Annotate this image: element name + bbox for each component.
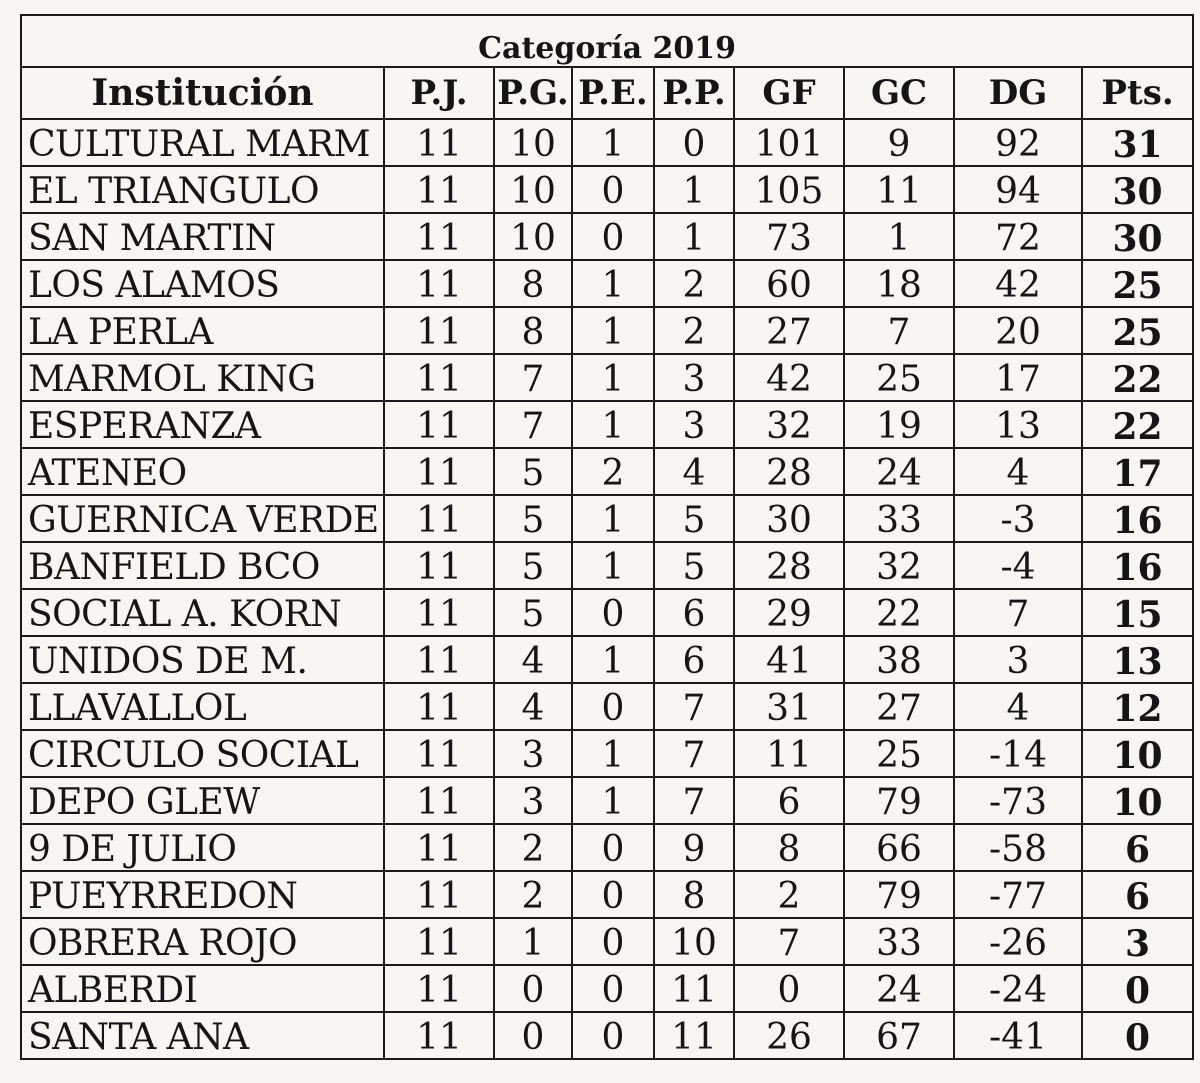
header-pg: P.G. [494,67,572,119]
table-row [21,166,1193,213]
goals-for-cell: 32 [734,401,844,448]
played-cell: 11 [384,777,494,824]
points-cell: 3 [1082,918,1193,965]
goal-difference-cell: 94 [954,166,1082,213]
table-row [21,965,1193,1012]
table-row [21,401,1193,448]
points-cell: 10 [1082,730,1193,777]
goals-for-cell: 8 [734,824,844,871]
team-name: ESPERANZA [21,401,384,448]
table-row [21,119,1193,166]
played-cell: 11 [384,918,494,965]
goals-for-cell: 26 [734,1012,844,1059]
goal-difference-cell: 13 [954,401,1082,448]
goal-difference-cell: 17 [954,354,1082,401]
drawn-cell: 1 [572,307,654,354]
table-body [21,119,1193,1059]
team-name: CIRCULO SOCIAL [21,730,384,777]
points-cell: 13 [1082,636,1193,683]
header-gf: GF [734,67,844,119]
team-name: PUEYRREDON [21,871,384,918]
goals-against-cell: 7 [844,307,954,354]
points-cell: 15 [1082,589,1193,636]
goals-for-cell: 73 [734,213,844,260]
points-cell: 6 [1082,824,1193,871]
won-cell: 5 [494,495,572,542]
header-row [21,67,1193,119]
drawn-cell: 0 [572,683,654,730]
table-row [21,448,1193,495]
goals-for-cell: 7 [734,918,844,965]
lost-cell: 2 [654,307,734,354]
goals-for-cell: 105 [734,166,844,213]
points-cell: 25 [1082,307,1193,354]
goal-difference-cell: -24 [954,965,1082,1012]
goals-against-cell: 32 [844,542,954,589]
won-cell: 5 [494,448,572,495]
lost-cell: 8 [654,871,734,918]
lost-cell: 1 [654,166,734,213]
goals-for-cell: 60 [734,260,844,307]
goals-against-cell: 27 [844,683,954,730]
title-row [21,15,1193,67]
team-name: CULTURAL MARM [21,119,384,166]
goals-for-cell: 41 [734,636,844,683]
won-cell: 4 [494,636,572,683]
goals-against-cell: 11 [844,166,954,213]
table-row [21,542,1193,589]
won-cell: 7 [494,401,572,448]
goals-against-cell: 9 [844,119,954,166]
won-cell: 5 [494,542,572,589]
drawn-cell: 1 [572,401,654,448]
header-pj: P.J. [384,67,494,119]
goals-against-cell: 22 [844,589,954,636]
points-cell: 30 [1082,166,1193,213]
goals-for-cell: 29 [734,589,844,636]
table-row [21,1012,1193,1059]
goal-difference-cell: -41 [954,1012,1082,1059]
lost-cell: 2 [654,260,734,307]
points-cell: 10 [1082,777,1193,824]
header-pts: Pts. [1082,67,1193,119]
goals-against-cell: 79 [844,777,954,824]
goals-for-cell: 28 [734,448,844,495]
played-cell: 11 [384,119,494,166]
table-row [21,589,1193,636]
goal-difference-cell: -4 [954,542,1082,589]
drawn-cell: 1 [572,636,654,683]
points-cell: 0 [1082,965,1193,1012]
lost-cell: 0 [654,119,734,166]
drawn-cell: 0 [572,166,654,213]
drawn-cell: 0 [572,918,654,965]
goals-for-cell: 0 [734,965,844,1012]
team-name: UNIDOS DE M. [21,636,384,683]
header-gc: GC [844,67,954,119]
goals-for-cell: 6 [734,777,844,824]
goal-difference-cell: -26 [954,918,1082,965]
points-cell: 22 [1082,354,1193,401]
drawn-cell: 2 [572,448,654,495]
goals-against-cell: 18 [844,260,954,307]
team-name: LLAVALLOL [21,683,384,730]
lost-cell: 11 [654,965,734,1012]
won-cell: 2 [494,824,572,871]
lost-cell: 9 [654,824,734,871]
team-name: SAN MARTIN [21,213,384,260]
goal-difference-cell: -14 [954,730,1082,777]
goal-difference-cell: -73 [954,777,1082,824]
team-name: DEPO GLEW [21,777,384,824]
team-name: EL TRIANGULO [21,166,384,213]
played-cell: 11 [384,354,494,401]
points-cell: 22 [1082,401,1193,448]
lost-cell: 6 [654,636,734,683]
played-cell: 11 [384,260,494,307]
goal-difference-cell: -3 [954,495,1082,542]
lost-cell: 3 [654,354,734,401]
goals-against-cell: 38 [844,636,954,683]
played-cell: 11 [384,683,494,730]
drawn-cell: 0 [572,1012,654,1059]
won-cell: 8 [494,260,572,307]
drawn-cell: 1 [572,777,654,824]
goals-against-cell: 25 [844,730,954,777]
goals-against-cell: 66 [844,824,954,871]
points-cell: 12 [1082,683,1193,730]
lost-cell: 7 [654,777,734,824]
table-row [21,636,1193,683]
played-cell: 11 [384,1012,494,1059]
team-name: ALBERDI [21,965,384,1012]
team-name: SANTA ANA [21,1012,384,1059]
points-cell: 30 [1082,213,1193,260]
drawn-cell: 0 [572,213,654,260]
points-cell: 16 [1082,542,1193,589]
drawn-cell: 1 [572,730,654,777]
goal-difference-cell: 92 [954,119,1082,166]
team-name: LOS ALAMOS [21,260,384,307]
team-name: ATENEO [21,448,384,495]
won-cell: 10 [494,119,572,166]
table-row [21,213,1193,260]
played-cell: 11 [384,213,494,260]
table-row [21,354,1193,401]
lost-cell: 6 [654,589,734,636]
played-cell: 11 [384,495,494,542]
won-cell: 3 [494,777,572,824]
team-name: LA PERLA [21,307,384,354]
goal-difference-cell: 7 [954,589,1082,636]
goals-for-cell: 42 [734,354,844,401]
page-bottom-edge [0,1076,1200,1083]
goals-against-cell: 33 [844,495,954,542]
played-cell: 11 [384,965,494,1012]
goals-for-cell: 28 [734,542,844,589]
goal-difference-cell: 3 [954,636,1082,683]
goals-against-cell: 24 [844,448,954,495]
team-name: GUERNICA VERDE [21,495,384,542]
goals-for-cell: 101 [734,119,844,166]
lost-cell: 5 [654,495,734,542]
points-cell: 17 [1082,448,1193,495]
drawn-cell: 0 [572,871,654,918]
goal-difference-cell: 72 [954,213,1082,260]
goals-for-cell: 11 [734,730,844,777]
goals-against-cell: 19 [844,401,954,448]
table-row [21,918,1193,965]
goal-difference-cell: 42 [954,260,1082,307]
table-row [21,307,1193,354]
table-row [21,683,1193,730]
drawn-cell: 1 [572,495,654,542]
won-cell: 1 [494,918,572,965]
lost-cell: 10 [654,918,734,965]
team-name: SOCIAL A. KORN [21,589,384,636]
won-cell: 0 [494,1012,572,1059]
won-cell: 2 [494,871,572,918]
header-dg: DG [954,67,1082,119]
drawn-cell: 1 [572,354,654,401]
table-row [21,871,1193,918]
drawn-cell: 1 [572,119,654,166]
table-row [21,824,1193,871]
played-cell: 11 [384,307,494,354]
drawn-cell: 1 [572,260,654,307]
played-cell: 11 [384,542,494,589]
lost-cell: 4 [654,448,734,495]
header-institution: Institución [21,67,384,119]
drawn-cell: 1 [572,542,654,589]
goal-difference-cell: 4 [954,448,1082,495]
goals-against-cell: 1 [844,213,954,260]
table-row [21,495,1193,542]
points-cell: 25 [1082,260,1193,307]
won-cell: 4 [494,683,572,730]
won-cell: 10 [494,166,572,213]
goals-against-cell: 67 [844,1012,954,1059]
won-cell: 7 [494,354,572,401]
goals-for-cell: 30 [734,495,844,542]
team-name: BANFIELD BCO [21,542,384,589]
goals-against-cell: 24 [844,965,954,1012]
played-cell: 11 [384,589,494,636]
team-name: OBRERA ROJO [21,918,384,965]
header-pe: P.E. [572,67,654,119]
goal-difference-cell: -58 [954,824,1082,871]
points-cell: 16 [1082,495,1193,542]
drawn-cell: 0 [572,965,654,1012]
standings-table [20,14,1194,1060]
goals-against-cell: 33 [844,918,954,965]
won-cell: 3 [494,730,572,777]
points-cell: 0 [1082,1012,1193,1059]
won-cell: 5 [494,589,572,636]
won-cell: 10 [494,213,572,260]
table-row [21,777,1193,824]
points-cell: 31 [1082,119,1193,166]
lost-cell: 11 [654,1012,734,1059]
played-cell: 11 [384,636,494,683]
goals-for-cell: 27 [734,307,844,354]
header-pp: P.P. [654,67,734,119]
table-row [21,730,1193,777]
played-cell: 11 [384,871,494,918]
lost-cell: 5 [654,542,734,589]
goals-for-cell: 2 [734,871,844,918]
played-cell: 11 [384,730,494,777]
played-cell: 11 [384,448,494,495]
goal-difference-cell: 20 [954,307,1082,354]
team-name: 9 DE JULIO [21,824,384,871]
played-cell: 11 [384,166,494,213]
won-cell: 8 [494,307,572,354]
goals-for-cell: 31 [734,683,844,730]
table-row [21,260,1193,307]
won-cell: 0 [494,965,572,1012]
lost-cell: 3 [654,401,734,448]
goal-difference-cell: -77 [954,871,1082,918]
played-cell: 11 [384,824,494,871]
goal-difference-cell: 4 [954,683,1082,730]
lost-cell: 1 [654,213,734,260]
goals-against-cell: 25 [844,354,954,401]
lost-cell: 7 [654,730,734,777]
lost-cell: 7 [654,683,734,730]
played-cell: 11 [384,401,494,448]
table-title: Categoría 2019 [21,15,1193,67]
points-cell: 6 [1082,871,1193,918]
drawn-cell: 0 [572,824,654,871]
goals-against-cell: 79 [844,871,954,918]
drawn-cell: 0 [572,589,654,636]
team-name: MARMOL KING [21,354,384,401]
